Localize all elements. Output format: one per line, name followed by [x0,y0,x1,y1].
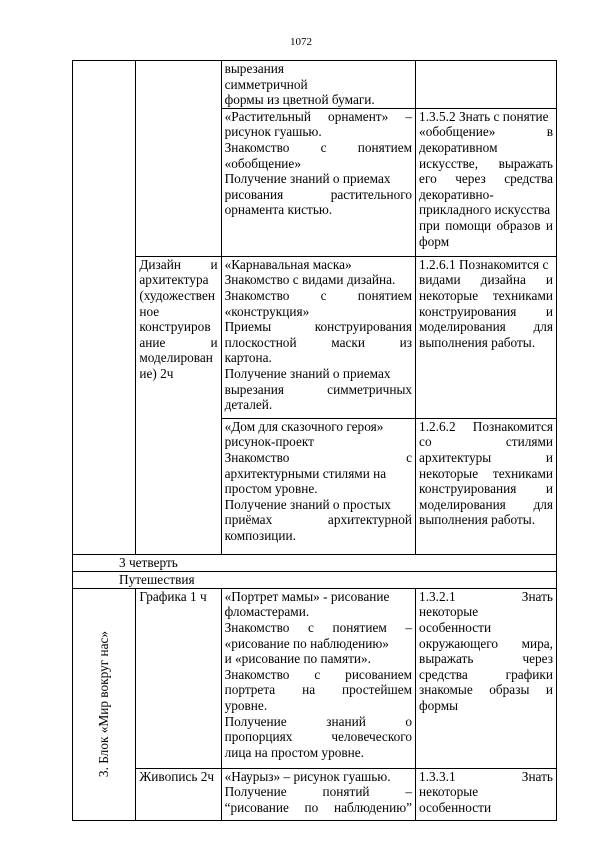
table-row [73,554,557,571]
outcome-line: формы [419,697,459,713]
activity-line: «Карнавальная маска» [224,256,352,272]
section-line: Дизайн и [139,256,218,272]
activity-line: «рисование по наблюдению» [224,635,389,651]
outcome-line: моделирования для [419,319,553,335]
activity-line: приёмах архитектурной [224,512,413,528]
outcome-line: форм [419,233,450,249]
outcome-line: декоративно- [419,186,494,202]
activity-line: симметричной [224,76,308,92]
activity-line: «конструкция» [224,303,310,319]
table-row [73,571,557,588]
activity-line: Знакомство с рисованием [224,666,413,682]
table-row [73,61,557,109]
activity-line: вырезания [224,61,285,76]
outcome-line: видами дизайна и [419,272,553,288]
section-cell [136,256,221,554]
outcome-cell [416,256,557,418]
activity-line: «Дом для сказочного героя» [224,418,384,434]
activity-line: фломастерами. [224,604,310,620]
outcome-line: конструирования и [419,303,553,319]
outcome-line: 1.3.5.2 Знать с понятие [419,108,549,124]
outcome-line: 1.2.6.1 Познакомится с [419,256,549,272]
activity-line: портрета на простейшем [224,682,413,698]
outcome-line: 1.2.6.2 Познакомится [419,418,553,434]
activity-line: и «рисование по памяти». [224,651,371,667]
activity-line: плоскостной маски из [224,334,413,350]
activity-line: формы из цветной бумаги. [224,92,375,108]
activity-line: «Растительный орнамент» – [224,108,413,124]
outcome-line: выполнения работы. [419,512,536,528]
section-line: Графика 1 ч [139,588,207,604]
outcome-line: выполнения работы. [419,334,536,350]
activity-line: рисования растительного [224,186,413,202]
activity-cell [221,588,415,768]
activity-cell [221,256,415,418]
section-cell [136,588,221,768]
activity-line: пропорциях человеческого [224,729,413,745]
activity-line: композиции. [224,527,296,543]
activity-line: Получение знаний о приемах [224,171,391,187]
activity-line: “рисование по наблюдению” [224,799,413,815]
outcome-line: особенности [419,619,492,635]
outcome-line: некоторые техниками [419,465,553,481]
section-line: Живопись 2ч [139,768,215,784]
outcome-line: конструирования и [419,481,553,497]
section-cell [136,768,221,820]
activity-line: Знакомство с [224,449,413,465]
outcome-line: некоторые [419,784,479,800]
section-line: ание и [139,334,218,350]
activity-line: Получение знаний о простых [224,496,391,512]
outcome-line: некоторые техниками [419,287,553,303]
outcome-cell [416,768,557,820]
activity-line: уровне. [224,697,268,713]
activity-line: Знакомство с понятием [224,139,413,155]
activity-line: «Наурыз» – рисунок гуашью. [224,768,391,784]
activity-line: рисунок-проект [224,434,314,450]
curriculum-table [72,60,557,821]
section-line: моделирован [139,350,213,366]
section-line: (художествен [139,287,215,303]
outcome-line: архитектуры и [419,449,553,465]
section-line: архитектура [139,272,209,288]
section-cell [136,61,221,257]
activity-line: деталей. [224,397,273,413]
activity-line: Знакомство с понятием [224,287,413,303]
quarter-heading: 3 четверть [73,554,557,571]
outcome-cell [416,108,557,256]
activity-line: орнамента кистью. [224,202,333,218]
activity-line: «обобщение» [224,155,301,171]
block-title: 3. Блок «Мир вокруг нас» [96,631,112,778]
section-line: ие) 2ч [139,365,174,381]
outcome-cell [416,588,557,768]
outcome-line: выражать через [419,651,553,667]
activity-line: рисунок гуашью. [224,124,322,140]
block-cell [73,588,136,820]
activity-line: Получение знаний о приемах [224,365,391,381]
activity-line: Знакомство с понятием – [224,619,413,635]
outcome-line: моделирования для [419,496,553,512]
activity-line: архитектурными стилями на [224,465,387,481]
outcome-line: средства графики [419,666,553,682]
outcome-line: со стилями [419,434,553,450]
activity-line: простом уровне. [224,481,318,497]
theme-heading: Путешествия [73,571,557,588]
block-cell [73,61,136,555]
outcome-line: особенности [419,799,492,815]
activity-line: Приемы конструирования [224,319,413,335]
outcome-line: прикладного искусства [419,202,551,218]
section-line: конструиров [139,319,211,335]
table-row [73,256,557,418]
activity-cell [221,108,415,256]
table-row [73,588,557,768]
activity-cell [221,418,415,554]
outcome-line: 1.3.2.1 Знать [419,588,553,604]
outcome-line: при помощи образов и [419,217,553,233]
outcome-line: окружающего мира, [419,635,553,651]
activity-line: картона. [224,350,272,366]
activity-line: Получение знаний о [224,713,413,729]
activity-line: Получение понятий – [224,784,413,800]
outcome-line: его через средства [419,171,553,187]
outcome-line: знакомые образы и [419,682,553,698]
activity-line: «Портрет мамы» - рисование [224,588,390,604]
outcome-line: 1.3.3.1 Знать [419,768,553,784]
table-row [73,768,557,820]
activity-line: вырезания симметричных [224,381,413,397]
outcome-line: декоративном [419,139,498,155]
section-line: ное [139,303,160,319]
activity-line: Знакомство с видами дизайна. [224,272,396,288]
activity-line: лица на простом уровне. [224,744,364,760]
outcome-line: «обобщение» в [419,124,553,140]
page-number: 1072 [290,36,312,48]
activity-cell [221,61,415,109]
outcome-cell [416,418,557,554]
activity-cell [221,768,415,820]
outcome-line: искусстве, выражать [419,155,553,171]
outcome-line: некоторые [419,604,479,620]
outcome-cell [416,61,557,109]
